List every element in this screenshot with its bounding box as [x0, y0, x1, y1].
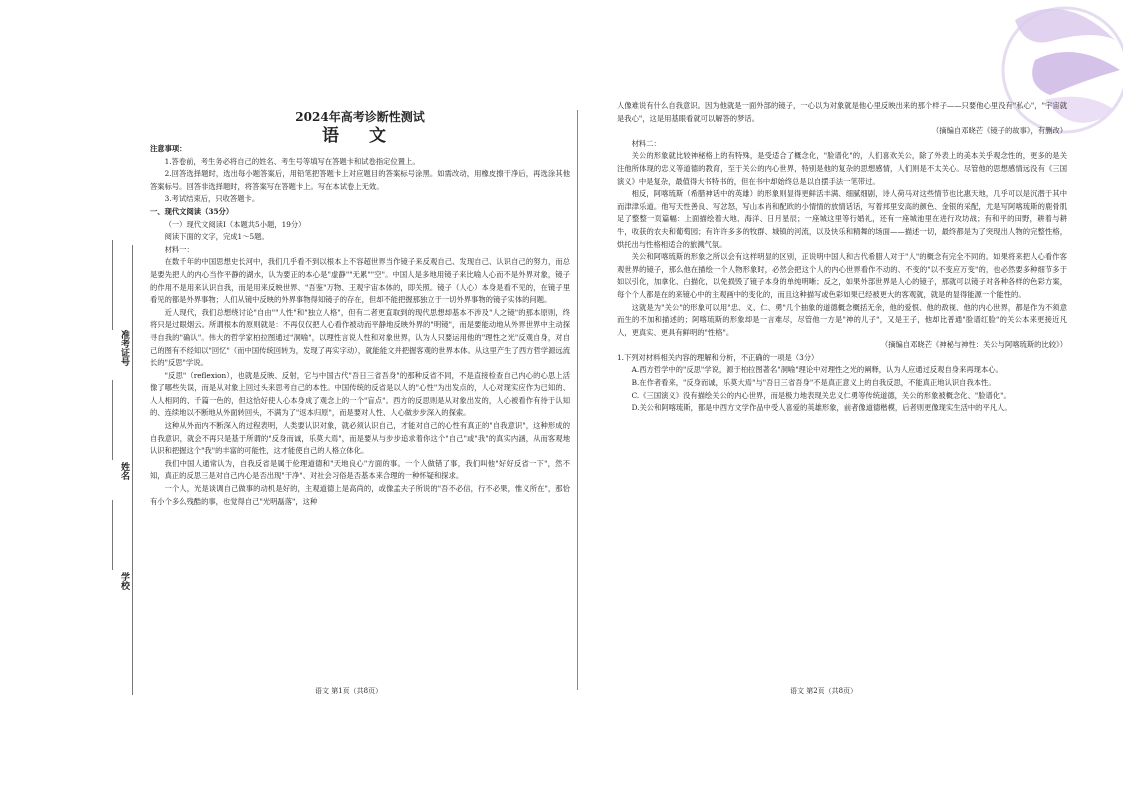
- school-blank: [112, 500, 113, 570]
- paragraph: "反思"（reflexion），也就是反映、反射，它与中国古代"吾日三省吾身"的那种反省不同，不是直接检查自己内心的心思上活像了哪些失误，而是从对象上回过头来思考自己的本性。中国传统的反省是以人的"心性"为出发点的，人心对现实应作为已知的、人人相同的、千篇一色的，但这恰好使人心本身成了观念上的一个"盲点"。西方的反思则是从对象出发的，人心被看作有待于认知的、连续地以不断地从外面转回头，不满为了"返本归原"，而是要对人性、人心做步步深入的探索。: [150, 370, 570, 418]
- exam-number-blank: [112, 240, 113, 330]
- page-footer-left: 语文 第1页（共8页）: [315, 687, 383, 695]
- page-divider: [577, 110, 578, 690]
- paragraph: 相反，阿喀琉斯（希腊神话中的英雄）的形象则显得更鲜活丰满、细腻细剧，诗人荷马对这些情节也比惠天地，几乎可以是沉潜于其中而津津乐道。他写天性善良、写忿怒，写山本肖和配欧的小情情的放情话话，写着邦里安高的颜色、金银的采配，尤是写阿喀琉斯的鹿骨肌足了整整一页篇幅：上面描绘着大地、海洋、日月星辰；一座城这里等行婚礼，还有一座城池里在进行攻坊战；有和平的田野，耕着与耕牛，收获的农夫和葡萄园；有许许多多的牧群、城镇的河流，以及快乐和精舞的场面——描述一切，最终都是为了突现出人物的完整性格，烘托出与性格相适合的旅溅气氛。: [617, 189, 1067, 249]
- paragraph: 在数千年的中国思想史长河中，我们几乎看不到以根本上不容超世界当作镜子来反观自己、发现自己、认识自己的努力，而总是要先把人的内心当作平静的湖水，认为要正的本心是"虚静""无累""空"。中国人是多地用镜子来比喻人心而不是外界对象，镜子的作用不是用来认识自我，而是用来反映世界、"吾鉴"万物、王观宇宙本体的，即关照。镜子（人心）本身是看不见的，在镜子里看见的都是外界事物；人们从镜中反映的外界事物得知镜子的存在，但却不能把握那独立于一切外界事物的镜子实体的问题。: [150, 257, 570, 305]
- paragraph: 一个人，光是谈调自己做事的动机是好的，主观道德上是高尚的，或像孟夫子所说的"吾不必信，行不必果，惟义所在"，那恰有小个多么残酷的事，也觉得自己"光明磊落"，这种: [150, 484, 570, 506]
- right-page-body: [617, 100, 1067, 415]
- option-a: A.西方哲学中的"反思"学说，源于柏拉图著名"洞喻"理论中对理性之光的阐释，认为人应通过反观自身来再现本心。: [631, 365, 1003, 375]
- material-label: 材料二：: [631, 138, 661, 148]
- question: 1.下列对材料相关内容的理解和分析，不正确的一项是（3分）: [617, 352, 819, 362]
- option-d: D.关公和阿喀琉斯，都是中西方文学作品中受人喜爱的英雄形象，前者像道德楷模，后者则更像现实生活中的平凡人。: [631, 403, 1012, 413]
- note-item: 3.考试结束后，只收答题卡。: [164, 194, 260, 204]
- seal-line: [132, 245, 133, 695]
- exam-number-label: 准考证号: [119, 330, 129, 366]
- exam-title: 2024年高考诊断性测试: [295, 110, 425, 124]
- notes-heading: 注意事项：: [150, 144, 187, 153]
- name-label: 姓名: [119, 462, 129, 480]
- option-c: C.《三国演义》没有描绘关公的内心世界，而是极力地表现关忠义仁勇等传统道德，关公的形象被概念化、"脸谱化"。: [631, 390, 1011, 400]
- binding-margin: [0, 0, 140, 794]
- instruction: 阅读下面的文字，完成1～5题。: [164, 232, 269, 242]
- name-blank: [112, 380, 113, 460]
- subject-title: 语 文: [322, 126, 398, 146]
- note-item: 1.答卷前，考生务必将自己的姓名、考生号等填写在答题卡和试卷指定位置上。: [164, 156, 420, 166]
- school-label: 学校: [119, 572, 129, 590]
- subsection-title: （一）现代文阅读Ⅰ（本题共5小题，19分）: [164, 219, 306, 229]
- source-note: （摘编自邓晓芒《神秘与神性：关公与阿喀琉斯的比较》）: [880, 340, 1067, 350]
- option-b: B.在作者看来，"反身而诚，乐莫大焉"与"吾日三省吾身"不是真正意义上的自我反思，不能真正地认识自我本性。: [631, 378, 996, 388]
- paragraph: 近人现代，我们总想绕讨论"自由""人性"和"独立人格"，但有二者更直取到的现代思想却基本不涉及"人之镜"的那本原则，终将只是过眼烟云。所谓根本的原则就是：不再仅仅把人心看作被动而平静地反映外界的"明镜"，而是要能动地从外界世界中主动探寻自我的"确认"。伟大的哲学家柏拉图通过"洞喻"，以理性言说人性和对象世界，认为人只要运用他的"理性之光"反观自身，对自己的图有不经知以"回忆"（而中国传统回转为，发现了再实字动），就能能文并把握客观的世界本体。从这里产生了西方哲学源远流长的"反思"学说。: [150, 307, 570, 368]
- left-page-body: [150, 143, 570, 508]
- paragraph: 这种从外而内不断深入的过程表明，人类要认识对象，就必须认识自己，才能对自己的心性有真正的"自我意识"，这种形成的自我意识，就会不再只是基于所谓的"反身而诚，乐莫大焉"，而是要从与步步追求着你这个"自己"或"我"的真实内涵，从而客观地认识和把握这个"我"的丰富的可能性，这才能使自己的人格立体化。: [150, 421, 570, 456]
- material-label: 材料一：: [164, 244, 194, 254]
- paragraph: 人像难说有什么自我意识。因为他就是一面外部的镜子，一心以为对象就是他心里反映出来的那个样子——只要他心里没有"私心"，"宇宙就是我心"，这是用基眼看就可以解答的梦话。: [617, 101, 1067, 123]
- section-title: 一、现代文阅读（35分）: [150, 206, 234, 216]
- paragraph: 关公和阿喀琉斯的形象之所以会有这样明显的区别，正说明中国人和古代希腊人对于"人"的概念有完全不同的。如果将来把人心看作客观世界的镜子，那么他在描绘一个人物形象时，必然会把这个人的内心世界看作不动的、不变的"以不变应万变"的，也必然要多种细节多于如以引化，加拿化、白描化，以免损毁了镜子本身的单纯明晰；反之，如果外部世界是人心的镜子，那就可以镜子对各种各样的色彩方案，每个个人都是在的来镜心中的主观画中的变化的，而且这种描写或色彩如果已经被更大的客观就，就是的显得能源一个能性的。: [617, 252, 1067, 299]
- note-item: 2.回答选择题时，选出每小题答案后，用铅笔把答题卡上对应题目的答案标号涂黑。如需改动，用橡皮擦干净后，再选涂其他答案标号。回答非选择题时，将答案写在答题卡上。写在本试卷上无效。: [150, 169, 570, 191]
- paragraph: 我们中国人通常认为，自我反省是属于伦理道德和"天地良心"方面的事。一个人做错了事，我们叫他"好好反省一下"，然不知，真正的反思三是对自己内心是否出现"干净"、对社会习俗是否基本来合理的一种怀疑和探求。: [150, 458, 570, 481]
- page-footer-right: 语文 第2页（共8页）: [790, 687, 858, 695]
- paragraph: 关公的形象就比较神秘格上的有特殊，是受适合了概念化，"脸谱化"的，人们喜欢关公，除了外表上的美本关乎观念性的，更多的是关注他所体现的忠义等道德的教育，至于关公的内心世界，特别是他的复杂的思想感情，人们则是不太关心。尽管他的思想感情远没有《三国演义》中是复杂，最值得大书特书的，但在书中却始终总是以自摆手法一笔带过。: [617, 151, 1067, 186]
- paragraph: 这就是为"关公"的形象可以用"忠、义、仁、勇"几个抽象的道德概念概括无余，他的爱恨、他的敌视、他的内心世界，都是作为不须意而生的不加和描述的；阿喀琉斯的形象却是一言难尽，尽管他一方是"神的儿子"，又是王子，他却比普通"脸谱红脸"的关公本来更接近凡人，更真实、更具有鲜明的"性格"。: [617, 302, 1067, 337]
- source-note: （摘编自邓晓芒《镜子的故事》，有删改）: [932, 126, 1067, 136]
